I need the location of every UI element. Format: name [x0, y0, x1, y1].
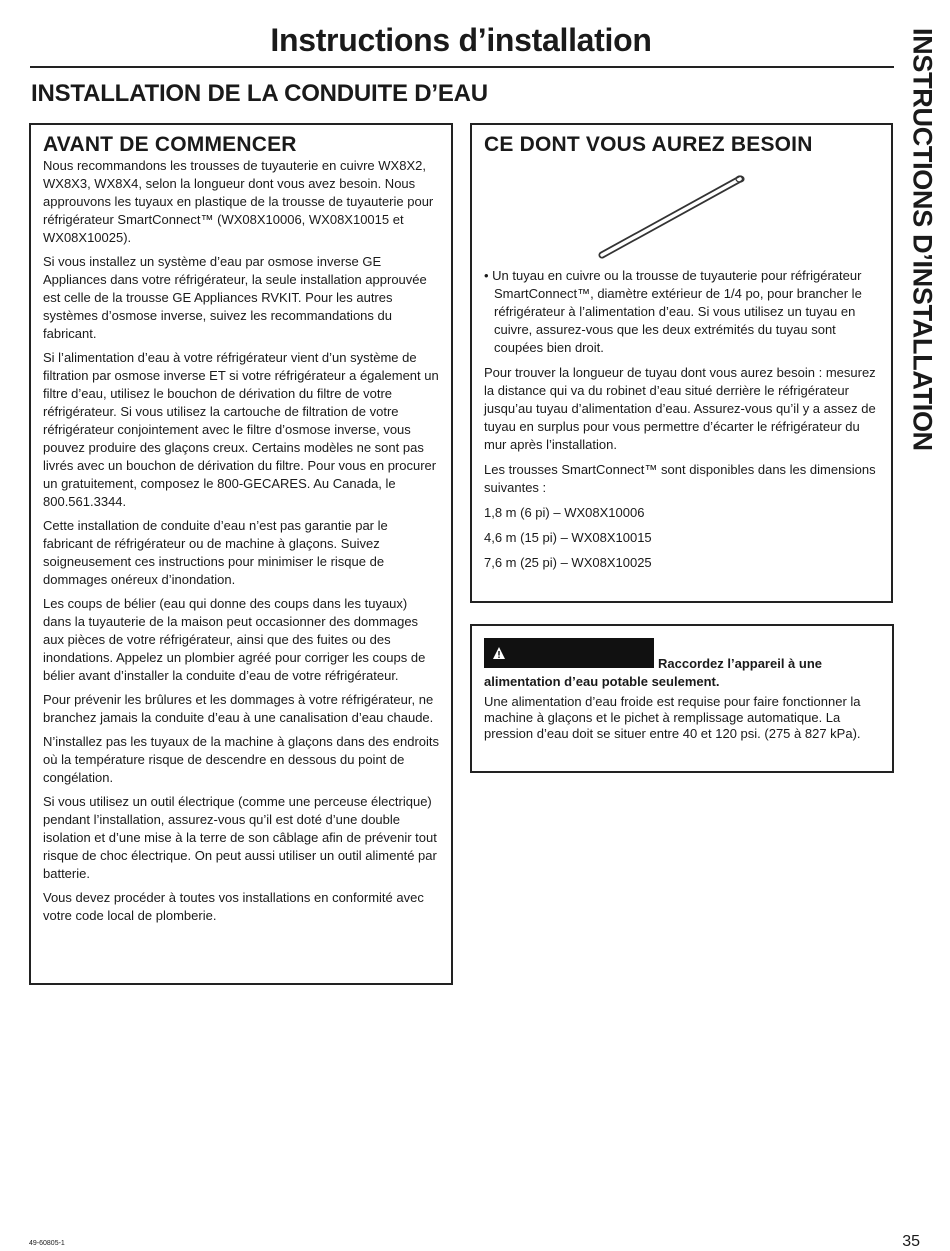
section-title: INSTALLATION DE LA CONDUITE D’EAU [31, 80, 488, 107]
warning-heading-second: alimentation d’eau potable seulement. [484, 674, 720, 689]
before-you-begin-box [29, 123, 453, 985]
paragraph: Les coups de bélier (eau qui donne des coups dans les tuyaux) dans la tuyauterie de la maison peut occasionner des dommages aux pièces de votre réfrigérateur, ainsi que des fuites ou des inondations. Appelez un plombier agréé pour corriger les coups de bélier avant d’installer la conduite d’eau de votre réfrigérateur. [43, 596, 426, 683]
side-tab [897, 28, 947, 588]
copper-pipe-icon [588, 167, 758, 267]
page-number: 35 [902, 1233, 920, 1250]
warning-text: Une alimentation d’eau froide est requise pour faire fonctionner la machine à glaçons et le pichet à remplissage automatique. La pression d’eau doit se situer entre 40 et 120 psi. (275 à 827 kPa). [484, 694, 861, 741]
warning-label [484, 638, 654, 668]
title-divider [30, 66, 894, 68]
requirement-bullet: • Un tuyau en cuivre ou la trousse de tuyauterie pour réfrigérateur SmartConnect™, diamètre extérieur de 1/4 po, pour brancher le réfrigérateur à l’alimentation d’eau. Si vous utilisez un tuyau en cuivre, assurez-vous que les deux extrémités du tuyau sont coupées bien droit. [484, 268, 862, 355]
pipe-illustration [484, 157, 879, 267]
paragraph: Pour prévenir les brûlures et les dommages à votre réfrigérateur, ne branchez jamais la conduite d’eau à une canalisation d’eau chaude. [43, 692, 434, 725]
document-code: 49-60805-1 [29, 1240, 65, 1247]
what-you-need-title: CE DONT VOUS AUREZ BESOIN [484, 133, 813, 156]
what-you-need-box [470, 123, 893, 603]
paragraph: Nous recommandons les trousses de tuyauterie en cuivre WX8X2, WX8X3, WX8X4, selon la longueur dont vous avez besoin. Nous approuvons les tuyaux en plastique de la trousse de tuyauterie pour réfrigérateur SmartConnect™ (WX08X10006, WX08X10015 et WX08X10025). [43, 158, 434, 245]
side-tab-label: INSTRUCTIONS D’INSTALLATION [907, 28, 938, 451]
paragraph: Pour trouver la longueur de tuyau dont vous aurez besoin : mesurez la distance qui va du robinet d’eau situé derrière le réfrigérateur jusqu’au tuyau d’alimentation d’eau. Assurez-vous qu’il y a assez de tuyau en surplus pour vous permettre d’écarter le réfrigérateur du mur après l’installation. [484, 365, 876, 452]
kit-size-item: 4,6 m (15 pi) – WX08X10015 [484, 530, 652, 545]
paragraph: N’installez pas les tuyaux de la machine à glaçons dans des endroits où la température risque de descendre en dessous du point de congélation. [43, 734, 440, 785]
paragraph: Si vous installez un système d’eau par osmose inverse GE Appliances dans votre réfrigérateur, la seule installation approuvée est celle de la trousse GE Appliances RVKIT. Pour les autres systèmes d’osmose inverse, suivez les recommandations du fabricant. [43, 254, 427, 341]
warning-box [470, 624, 894, 773]
paragraph: Si l’alimentation d’eau à votre réfrigérateur vient d’un système de filtration par osmose inverse ET si votre réfrigérateur a également un filtre d’eau, utilisez le bouchon de dérivation du filtre de votre réfrigérateur. Si vous utilisez la cartouche de filtration de votre réfrigérateur conjointement avec le filtre d’osmose inverse, vous pouvez produire des glaçons creux. Certains modèles ne sont pas livrés avec un bouchon de dérivation du filtre. Pour vous en procurer un gratuitement, composez le 800-GECARES. Au Canada, le 800.561.3344. [43, 350, 439, 509]
paragraph: Cette installation de conduite d’eau n’est pas garantie par le fabricant de réfrigérateur ou de machine à glaçons. Suivez soigneusement ces instructions pour minimiser le risque de dommages onéreux d’inondation. [43, 518, 388, 587]
paragraph: Les trousses SmartConnect™ sont disponibles dans les dimensions suivantes : [484, 462, 876, 495]
warning-triangle-icon [492, 646, 506, 660]
kit-size-item: 7,6 m (25 pi) – WX08X10025 [484, 555, 652, 570]
kit-size-item: 1,8 m (6 pi) – WX08X10006 [484, 505, 645, 520]
page-title: Instructions d’installation [270, 22, 652, 58]
paragraph: Vous devez procéder à toutes vos installations en conformité avec votre code local de plomberie. [43, 890, 424, 923]
warning-heading [484, 638, 880, 691]
paragraph: Si vous utilisez un outil électrique (comme une perceuse électrique) pendant l’installation, assurez-vous qu’il est doté d’une double isolation et d’une mise à la terre de son câblage afin de prévenir tout risque de choc électrique. On peut aussi utiliser un outil alimenté par batterie. [43, 794, 437, 881]
before-you-begin-title: AVANT DE COMMENCER [43, 133, 297, 156]
warning-heading-first: Raccordez l’appareil à une [658, 656, 823, 671]
